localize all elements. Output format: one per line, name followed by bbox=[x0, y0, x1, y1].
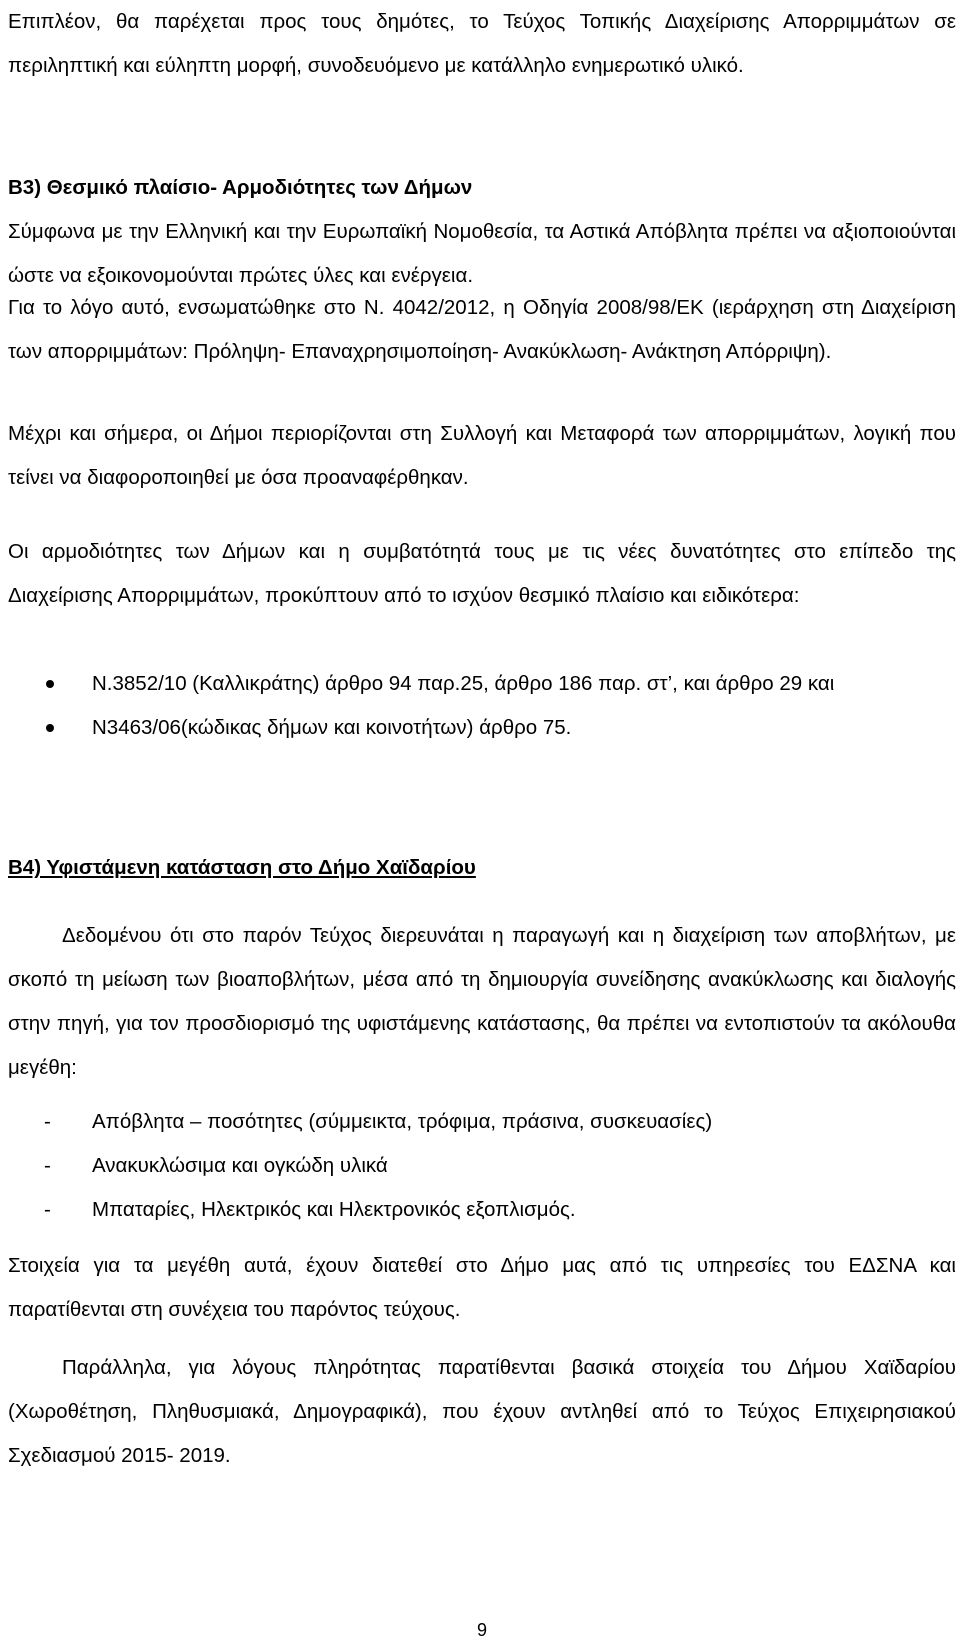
bullet-text: Ν.3852/10 (Καλλικράτης) άρθρο 94 παρ.25, άρθρο 186 παρ. στ’, και άρθρο 29 και bbox=[92, 672, 835, 695]
section-b4-paragraph-2: Στοιχεία για τα μεγέθη αυτά, έχουν διατεθεί στο Δήμο μας από τις υπηρεσίες του ΕΔΣΝΑ και παρατίθενται στη συνέχεια του παρόντος τεύχους. bbox=[8, 1254, 956, 1321]
section-b4-heading: Β4) Υφιστάμενη κατάσταση στο Δήμο Χαϊδαρίου bbox=[8, 856, 476, 879]
list-item bbox=[8, 662, 956, 706]
quantities-dash-list bbox=[8, 1100, 956, 1232]
dash-item-text: Μπαταρίες, Ηλεκτρικός και Ηλεκτρονικός εξοπλισμός. bbox=[92, 1198, 576, 1221]
section-b3-heading: Β3) Θεσμικό πλαίσιο- Αρμοδιότητες των Δήμων bbox=[8, 176, 473, 199]
legislation-bullet-list bbox=[8, 662, 956, 750]
bullet-text: Ν3463/06(κώδικας δήμων και κοινοτήτων) άρθρο 75. bbox=[92, 716, 572, 739]
section-b4-paragraph-1: Δεδομένου ότι στο παρόν Τεύχος διερευνάται η παραγωγή και η διαχείριση των αποβλήτων, με σκοπό τη μείωση των βιοαποβλήτων, μέσα από τη δημιουργία συνείδησης ανακύκλωσης και διαλογής στην πηγή, για τον προσδιορισμό της υφιστάμενης κατάστασης, θα πρέπει να εντοπιστούν τα ακόλουθα μεγέθη: bbox=[8, 924, 956, 1079]
section-b3-paragraph-2: Για το λόγο αυτό, ενσωματώθηκε στο Ν. 4042/2012, η Οδηγία 2008/98/ΕΚ (ιεράρχηση στη Διαχείριση των απορριμμάτων: Πρόληψη- Επαναχρησιμοποίηση- Ανακύκλωση- Ανάκτηση Απόρριψη). bbox=[8, 296, 956, 363]
dash-icon: - bbox=[44, 1198, 51, 1221]
section-b3-paragraph-1: Σύμφωνα με την Ελληνική και την Ευρωπαϊκή Νομοθεσία, τα Αστικά Απόβλητα πρέπει να αξιοποιούνται ώστε να εξοικονομούνται πρώτες ύλες και ενέργεια. bbox=[8, 220, 956, 287]
section-b4-paragraph-3: Παράλληλα, για λόγους πληρότητας παρατίθενται βασικά στοιχεία του Δήμου Χαϊδαρίου (Χωροθέτηση, Πληθυσμιακά, Δημογραφικά), που έχουν αντληθεί από το Τεύχος Επιχειρησιακού Σχεδιασμού 2015- 2019. bbox=[8, 1356, 956, 1467]
dash-item-text: Ανακυκλώσιμα και ογκώδη υλικά bbox=[92, 1154, 388, 1177]
bullet-icon bbox=[46, 724, 54, 732]
list-item bbox=[8, 1188, 956, 1232]
dash-icon: - bbox=[44, 1154, 51, 1177]
section-b3-paragraph-4: Οι αρμοδιότητες των Δήμων και η συμβατότητά τους με τις νέες δυνατότητες στο επίπεδο της Διαχείρισης Απορριμμάτων, προκύπτουν από το ισχύον θεσμικό πλαίσιο και ειδικότερα: bbox=[8, 540, 956, 607]
list-item bbox=[8, 1144, 956, 1188]
intro-paragraph: Επιπλέον, θα παρέχεται προς τους δημότες, το Τεύχος Τοπικής Διαχείρισης Απορριμμάτων σε περιληπτική και εύληπτη μορφή, συνοδευόμενο με κατάλληλο ενημερωτικό υλικό. bbox=[8, 10, 956, 77]
bullet-icon bbox=[46, 680, 54, 688]
dash-item-text: Απόβλητα – ποσότητες (σύμμεικτα, τρόφιμα, πράσινα, συσκευασίες) bbox=[92, 1110, 713, 1133]
section-b3-paragraph-3: Μέχρι και σήμερα, οι Δήμοι περιορίζονται στη Συλλογή και Μεταφορά των απορριμμάτων, λογική που τείνει να διαφοροποιηθεί με όσα προαναφέρθηκαν. bbox=[8, 422, 956, 489]
page-number: 9 bbox=[476, 1620, 487, 1640]
list-item bbox=[8, 1100, 956, 1144]
list-item bbox=[8, 706, 956, 750]
dash-icon: - bbox=[44, 1110, 51, 1133]
